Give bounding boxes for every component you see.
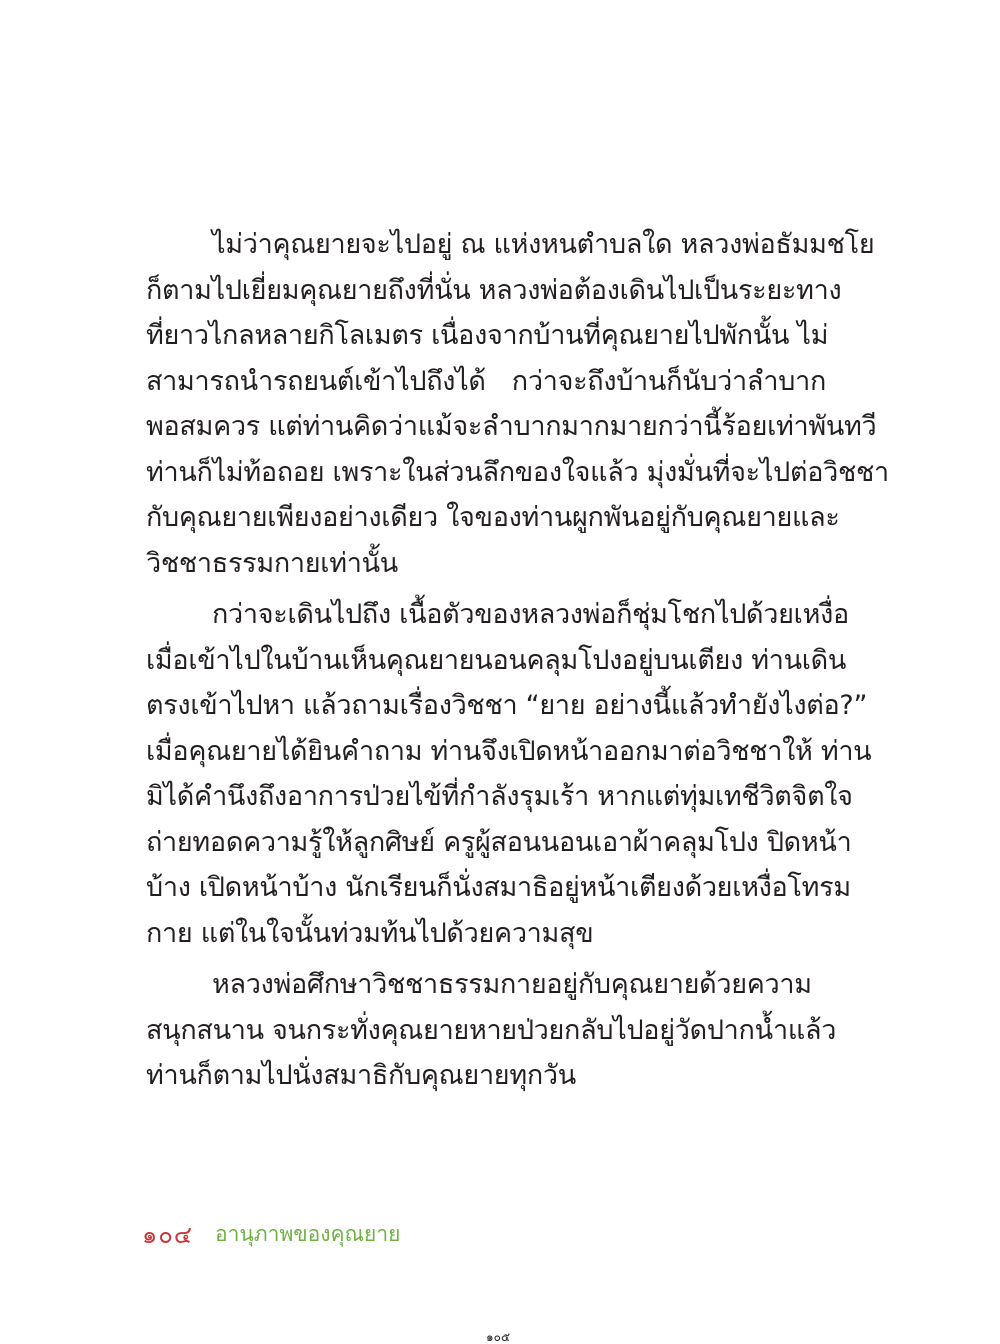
paragraph-1 (146, 222, 889, 586)
running-book-title: อานุภาพของคุณยาย (215, 1221, 401, 1246)
page-footer (142, 1214, 400, 1254)
text-line: มิได้คำนึงถึงอาการป่วยไข้ที่กำลังรุมเร้า หากแต่ทุ่มเทชีวิตจิตใจ (146, 781, 853, 812)
text-line: ตรงเข้าไปหา แล้วถามเรื่องวิชชา “ยาย อย่างนี้แล้วทำยังไงต่อ?” (146, 690, 868, 721)
text-line: ท่านก็ไม่ท้อถอย เพราะในส่วนลึกของใจแล้ว มุ่งมั่นที่จะไปต่อวิชชา (146, 456, 889, 488)
text-line: วิชชาธรรมกายเท่านั้น (146, 547, 398, 579)
text-line: เมื่อเข้าไปในบ้านเห็นคุณยายนอนคลุมโปงอยู่บนเตียง ท่านเดิน (146, 644, 847, 676)
text-line: ที่ยาวไกลหลายกิโลเมตร เนื่องจากบ้านที่คุณยายไปพักนั้น ไม่ (146, 320, 829, 351)
text-line: ท่านก็ตามไปนั่งสมาธิกับคุณยายทุกวัน (146, 1060, 576, 1091)
text-line: กับคุณยายเพียงอย่างเดียว ใจของท่านผูกพันอยู่กับคุณยายและ (146, 502, 840, 533)
text-line: ถ่ายทอดความรู้ให้ลูกศิษย์ ครูผู้สอนนอนเอาผ้าคลุมโปง ปิดหน้า (146, 826, 852, 858)
body-text (146, 222, 889, 1099)
text-line: หลวงพ่อศึกษาวิชชาธรรมกายอยู่กับคุณยายด้วยความ (212, 969, 812, 1000)
text-line: พอสมควร แต่ท่านคิดว่าแม้จะลำบากมากมายกว่านี้ร้อยเท่าพันทวี (146, 411, 877, 442)
paragraph-3 (146, 962, 837, 1099)
paragraph-2 (146, 592, 872, 956)
text-line: ไม่ว่าคุณยายจะไปอยู่ ณ แห่งหนตำบลใด หลวงพ่อธัมมชโย (212, 229, 875, 260)
text-line: บ้าง เปิดหน้าบ้าง นักเรียนก็นั่งสมาธิอยู่หน้าเตียงด้วยเหงื่อโทรม (146, 872, 851, 903)
next-page-number-cropped: ๑๐๕ (486, 1330, 511, 1344)
text-line: สามารถนำรถยนต์เข้าไปถึงได้ กว่าจะถึงบ้านก็นับว่าลำบาก (146, 365, 826, 397)
text-line: ก็ตามไปเยี่ยมคุณยายถึงที่นั่น หลวงพ่อต้องเดินไปเป็นระยะทาง (146, 274, 842, 306)
text-line: กาย แต่ในใจนั้นท่วมท้นไปด้วยความสุข (146, 917, 594, 949)
text-line: กว่าจะเดินไปถึง เนื้อตัวของหลวงพ่อก็ชุ่มโชกไปด้วยเหงื่อ (212, 599, 849, 630)
text-line: สนุกสนาน จนกระทั่งคุณยายหายป่วยกลับไปอยู่วัดปากน้ำแล้ว (146, 1014, 837, 1046)
page-number: ๑๐๔ (142, 1220, 194, 1249)
text-line: เมื่อคุณยายได้ยินคำถาม ท่านจึงเปิดหน้าออกมาต่อวิชชาให้ ท่าน (146, 735, 872, 767)
